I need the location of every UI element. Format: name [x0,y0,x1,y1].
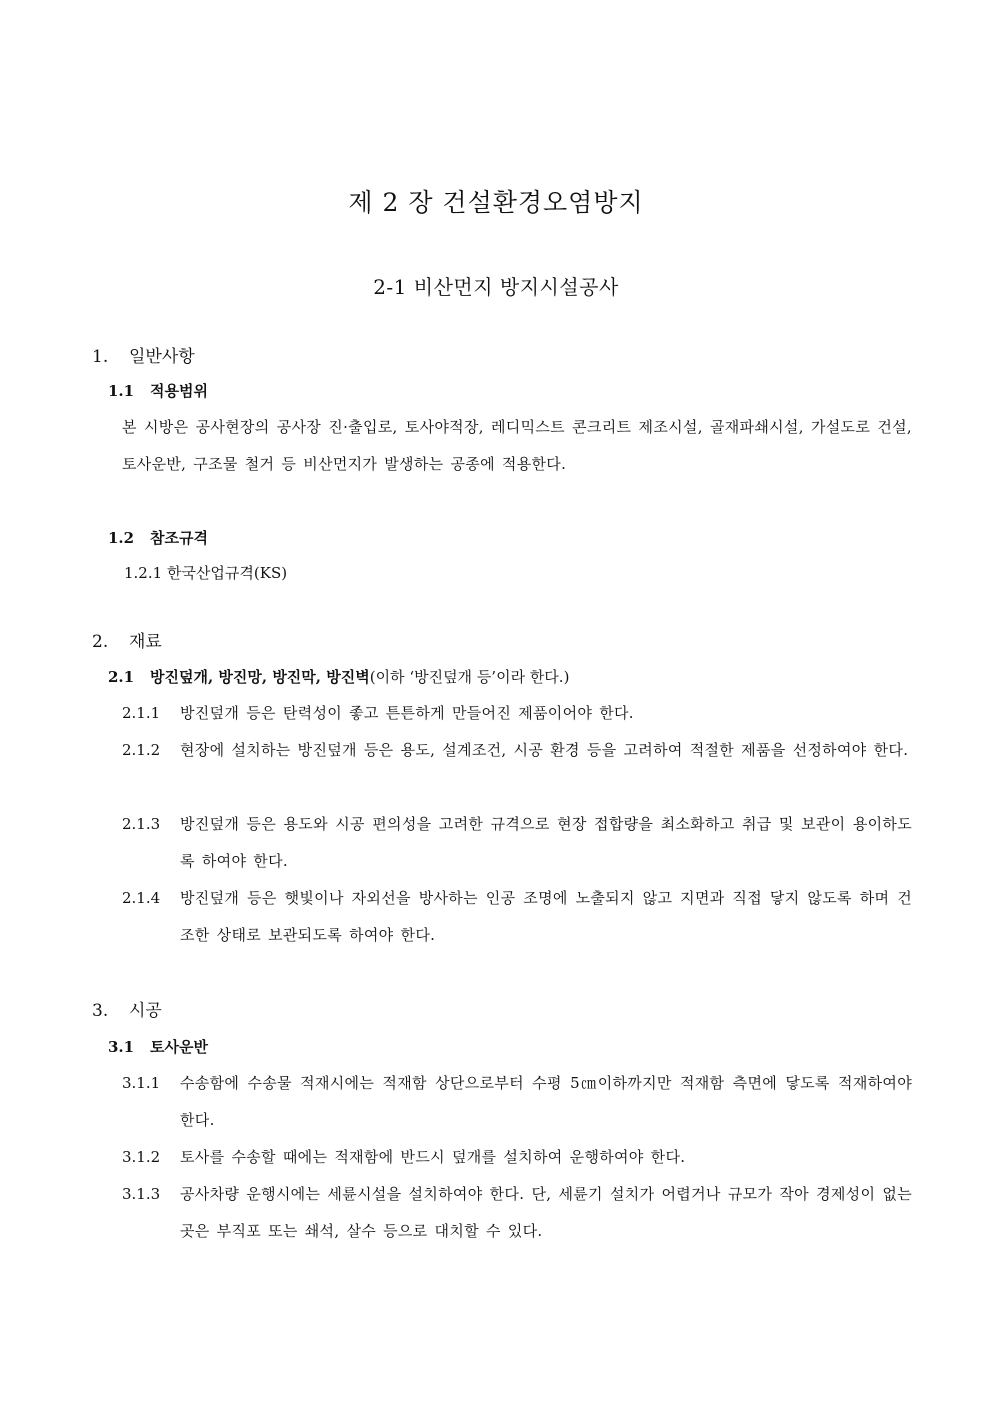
subsection-heading-dust-covers [108,666,569,687]
subsection-number: 2.1 [108,668,135,686]
subsection-heading-scope [108,380,208,401]
list-item [122,695,912,732]
item-number: 2.1.2 [122,741,161,759]
subsection-number: 1.1 [108,382,135,400]
section-heading-text: 일반사항 [129,347,195,367]
section-heading-materials [92,627,162,652]
section-heading-text: 재료 [129,632,162,652]
item-text: 현장에 설치하는 방진덮개 등은 용도, 설계조건, 시공 환경 등을 고려하여 적절한 제품을 선정하여야 한다. [180,741,909,759]
item-text: 방진덮개 등은 탄력성이 좋고 튼튼하게 만들어진 제품이어야 한다. [180,704,634,722]
item-text: 토사를 수송할 때에는 적재함에 반드시 덮개를 설치하여 운행하여야 한다. [180,1148,686,1166]
chapter-title: 제 2 장 건설환경오염방지 [348,188,644,217]
item-number: 3.1.1 [122,1074,161,1092]
list-item [122,806,912,880]
subsection-heading-text: 참조규격 [150,529,208,547]
item-number: 2.1.4 [122,889,161,907]
subsection-heading-text: 적용범위 [150,382,208,400]
list-item [122,1065,912,1139]
item-number: 1.2.1 [124,564,163,582]
item-text: 방진덮개 등은 용도와 시공 편의성을 고려한 규격으로 현장 접합량을 최소화하고 취급 및 보관이 용이하도록 하여야 한다. [180,815,912,870]
subsection-heading-suffix: (이하 ‘방진덮개 등’이라 한다.) [369,668,570,686]
list-item [122,1139,912,1176]
section-number: 3. [92,1001,109,1021]
list-item [122,880,912,954]
item-text: 방진덮개 등은 햇빛이나 자외선을 방사하는 인공 조명에 노출되지 않고 지면과 직접 닿지 않도록 하며 건조한 상태로 보관되도록 하여야 한다. [180,889,912,944]
section-heading-general [92,342,195,367]
list-item [122,732,912,769]
section-heading-text: 시공 [129,1001,162,1021]
item-number: 2.1.1 [122,704,161,722]
item-number: 2.1.3 [122,815,161,833]
subsection-heading-text: 방진덮개, 방진망, 방진막, 방진벽 [150,668,370,686]
list-item [122,1176,912,1250]
item-number: 3.1.3 [122,1185,161,1203]
scope-paragraph: 본 시방은 공사현장의 공사장 진·출입로, 토사야적장, 레디믹스트 콘크리트 제조시설, 골재파쇄시설, 가설도로 건설, 토사운반, 구조물 철거 등 비산먼지가 발생하는 공종에 적용한다. [122,418,912,473]
subsection-number: 3.1 [108,1038,135,1056]
section-number: 1. [92,347,109,367]
item-text: 한국산업규격(KS) [166,564,288,582]
section-heading-construction [92,996,162,1021]
section-number: 2. [92,632,109,652]
subsection-heading-text: 토사운반 [150,1038,208,1056]
subsection-number: 1.2 [108,529,135,547]
list-item [124,555,287,592]
item-text: 수송함에 수송물 적재시에는 적재함 상단으로부터 수평 5㎝이하까지만 적재함 측면에 닿도록 적재하여야 한다. [180,1074,912,1129]
item-number: 3.1.2 [122,1148,161,1166]
subsection-heading-reference-standards [108,527,208,548]
section-title: 2-1 비산먼지 방지시설공사 [373,275,619,299]
subsection-heading-soil-transport [108,1036,208,1057]
item-text: 공사차량 운행시에는 세륜시설을 설치하여야 한다. 단, 세륜기 설치가 어렵거나 규모가 작아 경제성이 없는 곳은 부직포 또는 쇄석, 살수 등으로 대치할 수 있다. [180,1185,912,1240]
